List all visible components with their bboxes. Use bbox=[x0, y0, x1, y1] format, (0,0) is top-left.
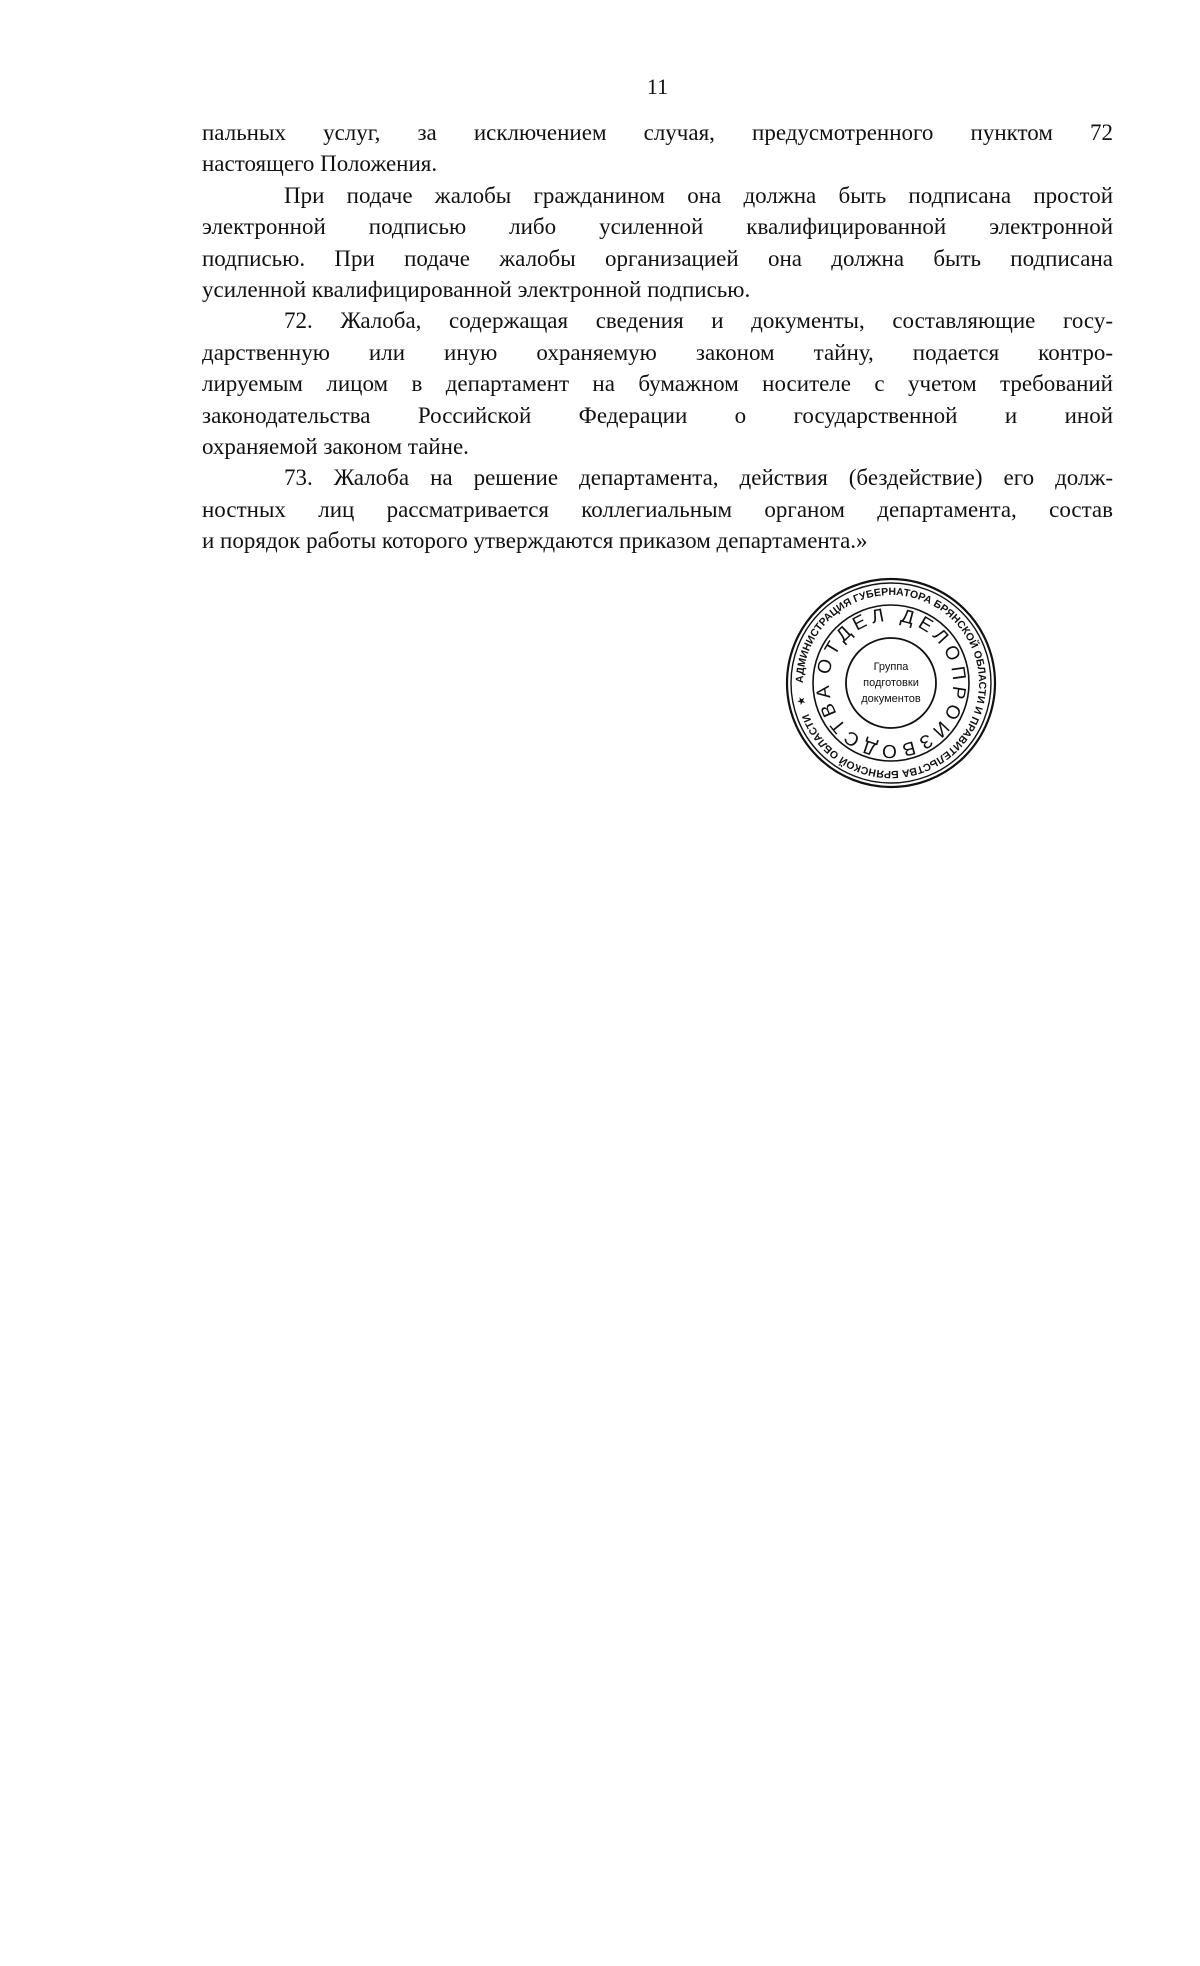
text-line: 73. Жалоба на решение департамента, действия (бездействие) его долж- bbox=[284, 465, 1113, 491]
stamp-center-line: документов bbox=[861, 693, 921, 705]
official-stamp bbox=[784, 576, 998, 790]
paragraph-continuation bbox=[202, 117, 1113, 180]
paragraph-item-73 bbox=[202, 462, 1113, 556]
stamp-center-line: Группа bbox=[873, 661, 909, 673]
text-line: 72. Жалоба, содержащая сведения и документы, составляющие госу- bbox=[284, 308, 1113, 334]
text-line: лируемым лицом в департамент на бумажном носителе с учетом требований bbox=[202, 371, 1113, 397]
text-line: настоящего Положения. bbox=[202, 151, 438, 177]
text-line: и порядок работы которого утверждаются приказом департамента.» bbox=[202, 528, 868, 554]
text-line: охраняемой законом тайне. bbox=[202, 433, 469, 459]
stamp-center-line: подготовки bbox=[863, 677, 919, 689]
paragraph-signature-requirement bbox=[202, 180, 1113, 306]
stamp-outer-ring-text: АДМИНИСТРАЦИЯ ГУБЕРНАТОРА БРЯНСКОЙ ОБЛАСТИ И ПРАВИТЕЛЬСТВА БРЯНСКОЙ ОБЛАСТИ bbox=[793, 585, 989, 781]
page-number: 11 bbox=[646, 74, 669, 99]
stamp-seal-icon bbox=[784, 576, 998, 790]
text-line: пальных услуг, за исключением случая, предусмотренного пунктом 72 bbox=[202, 120, 1113, 145]
text-line: усиленной квалифицированной электронной подписью. bbox=[202, 276, 751, 302]
text-line: дарственную или иную охраняемую законом тайну, подается контро- bbox=[202, 339, 1113, 365]
stamp-middle-ring-text: ОТДЕЛ ДЕЛОПРОИЗВОДСТВА bbox=[812, 604, 970, 762]
body-text bbox=[202, 117, 1113, 556]
text-line: законодательства Российской Федерации о государственной и иной bbox=[202, 402, 1113, 428]
paragraph-item-72 bbox=[202, 305, 1113, 462]
star-icon: ★ bbox=[794, 694, 809, 707]
text-line: подписью. При подаче жалобы организацией она должна быть подписана bbox=[202, 245, 1113, 271]
text-line: электронной подписью либо усиленной квалифицированной электронной bbox=[202, 214, 1113, 240]
text-line: При подаче жалобы гражданином она должна быть подписана простой bbox=[284, 182, 1113, 208]
text-line: ностных лиц рассматривается коллегиальным органом департамента, состав bbox=[202, 496, 1113, 522]
